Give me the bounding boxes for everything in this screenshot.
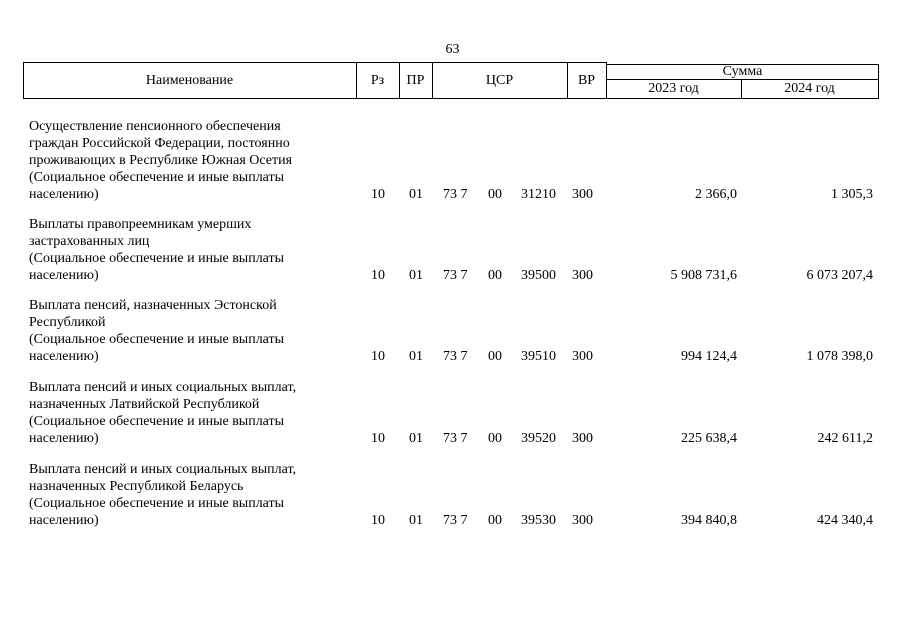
row-name-line: Республикой (29, 315, 106, 330)
row-name-line: (Социальное обеспечение и иные выплаты (29, 414, 285, 429)
row-pr: 01 (409, 431, 423, 446)
page-number: 63 (445, 42, 460, 57)
row-pr: 01 (409, 349, 423, 364)
header-top-border (23, 62, 606, 63)
row-csr-program: 73 7 (443, 513, 468, 528)
table-row (0, 118, 905, 203)
row-pr: 01 (409, 268, 423, 283)
header-pr: ПР (406, 73, 425, 88)
row-name-line: проживающих в Республике Южная Осетия (29, 153, 293, 168)
row-csr-direction: 39530 (521, 513, 556, 528)
header-bottom-border (23, 98, 879, 99)
row-csr-subprogram: 00 (488, 431, 502, 446)
row-name (29, 216, 339, 284)
row-csr-subprogram: 00 (488, 349, 502, 364)
header-name: Наименование (145, 73, 234, 88)
header-year-2023: 2023 год (648, 81, 699, 96)
header-csr: ЦСР (485, 73, 514, 88)
row-name-line: назначенных Республикой Беларусь (29, 479, 244, 494)
table-header (23, 62, 879, 99)
row-name-line: населению) (29, 349, 99, 364)
row-name-line: Выплата пенсий, назначенных Эстонской (29, 298, 277, 313)
row-sum-2023: 994 124,4 (681, 349, 737, 364)
table-row (0, 216, 905, 284)
row-sum-2024: 1 078 398,0 (806, 349, 873, 364)
row-name-line: населению) (29, 513, 99, 528)
row-name-line: Выплата пенсий и иных социальных выплат, (29, 462, 297, 477)
row-name-line: (Социальное обеспечение и иные выплаты (29, 496, 285, 511)
table-row (0, 379, 905, 447)
row-name-line: Выплата пенсий и иных социальных выплат, (29, 380, 297, 395)
row-name (29, 118, 339, 203)
row-name-line: граждан Российской Федерации, постоянно (29, 136, 290, 151)
row-sum-2024: 1 305,3 (831, 187, 873, 202)
row-name (29, 461, 339, 529)
row-rz: 10 (371, 268, 385, 283)
row-name-line: (Социальное обеспечение и иные выплаты (29, 332, 285, 347)
table-row (0, 297, 905, 365)
row-rz: 10 (371, 349, 385, 364)
row-sum-2023: 225 638,4 (681, 431, 737, 446)
row-name-line: Осуществление пенсионного обеспечения (29, 119, 281, 134)
header-year-2024: 2024 год (784, 81, 835, 96)
row-sum-2023: 2 366,0 (695, 187, 737, 202)
header-vr: ВР (577, 73, 596, 88)
row-name-line: назначенных Латвийской Республикой (29, 397, 260, 412)
row-name-line: населению) (29, 431, 99, 446)
row-csr-program: 73 7 (443, 349, 468, 364)
row-pr: 01 (409, 187, 423, 202)
row-vr: 300 (572, 431, 593, 446)
row-name-line: (Социальное обеспечение и иные выплаты (29, 170, 285, 185)
row-name (29, 379, 339, 447)
row-sum-2023: 5 908 731,6 (670, 268, 737, 283)
header-sum: Сумма (722, 64, 763, 79)
row-csr-direction: 39520 (521, 431, 556, 446)
row-csr-subprogram: 00 (488, 513, 502, 528)
row-name-line: населению) (29, 268, 99, 283)
row-vr: 300 (572, 513, 593, 528)
row-csr-direction: 31210 (521, 187, 556, 202)
header-rz: Рз (370, 73, 385, 88)
row-vr: 300 (572, 187, 593, 202)
row-rz: 10 (371, 431, 385, 446)
row-sum-2024: 242 611,2 (817, 431, 873, 446)
row-name-line: (Социальное обеспечение и иные выплаты (29, 251, 285, 266)
row-name-line: Выплаты правопреемникам умерших (29, 217, 252, 232)
row-rz: 10 (371, 513, 385, 528)
row-pr: 01 (409, 513, 423, 528)
row-name (29, 297, 339, 365)
row-sum-2024: 424 340,4 (817, 513, 873, 528)
row-sum-2023: 394 840,8 (681, 513, 737, 528)
row-csr-subprogram: 00 (488, 187, 502, 202)
table-row (0, 461, 905, 529)
row-csr-subprogram: 00 (488, 268, 502, 283)
row-csr-program: 73 7 (443, 431, 468, 446)
row-csr-direction: 39510 (521, 349, 556, 364)
row-vr: 300 (572, 268, 593, 283)
row-name-line: застрахованных лиц (29, 234, 150, 249)
row-vr: 300 (572, 349, 593, 364)
row-csr-direction: 39500 (521, 268, 556, 283)
row-rz: 10 (371, 187, 385, 202)
row-csr-program: 73 7 (443, 187, 468, 202)
row-name-line: населению) (29, 187, 99, 202)
row-sum-2024: 6 073 207,4 (806, 268, 873, 283)
row-csr-program: 73 7 (443, 268, 468, 283)
